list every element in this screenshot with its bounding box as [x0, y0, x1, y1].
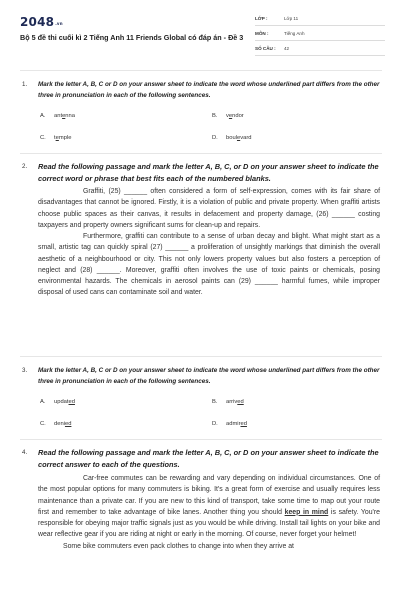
meta-key: SỐ CÂU : — [255, 46, 276, 51]
page-title: Bộ 5 đề thi cuối kì 2 Tiếng Anh 11 Friends Global có đáp án - Đề 3 — [20, 33, 244, 42]
question-prompt: Mark the letter A, B, C or D on your answer sheet to indicate the word whose underlined part differs from the other three in pronunciation in each of the following sentences. — [38, 81, 380, 99]
question-divider — [20, 153, 382, 154]
question-divider — [20, 356, 382, 357]
meta-value: Lớp 11 — [284, 16, 299, 21]
option-b[interactable]: B. arrived — [212, 399, 244, 405]
option-a[interactable]: A. antenna — [40, 113, 75, 119]
option-b[interactable]: B. vendor — [212, 113, 244, 119]
option-c[interactable]: C. temple — [40, 135, 72, 141]
question-number: 3. — [22, 367, 28, 374]
question-number: 4. — [22, 449, 28, 456]
passage-paragraph: Some bike commuters even pack clothes to change into when they arrive at — [63, 542, 294, 550]
site-logo[interactable] — [20, 15, 63, 29]
question-number: 1. — [22, 81, 28, 88]
question-divider — [20, 439, 382, 440]
question-prompt: Mark the letter A, B, C or D on your answer sheet to indicate the word whose underlined part differs from the other three in pronunciation in each of the following sentences. — [38, 367, 380, 385]
reading-passage — [38, 473, 380, 552]
meta-key: MÔN : — [255, 31, 269, 36]
question-prompt: Read the following passage and mark the letter A, B, C, or D on your answer sheet to indicate the correct word or phrase that best fits each of the numbered blanks. — [38, 162, 379, 183]
logo-text: 2048 — [20, 15, 55, 29]
question-prompt: Read the following passage and mark the letter A, B, C, or D on your answer sheet to indicate the correct answer to each of the questions. — [38, 448, 379, 469]
passage-paragraph: Car-free commutes can be rewarding and vary depending on individual circumstances. One of the most popular options for many commuters is biking. It's a great form of exercise and usually requires less maintenance than a private car. If you are new to this kind of transport, take some time to map out your route first and remember to take advantage of bike lanes. Another thing you should keep in mind is safety. You're responsible for obeying major traffic signals just as you would be while driving. Install tail lights on your bike and wear reflective gear if you are riding at night or early in the morning. Of course, never forget your helmet! — [38, 475, 380, 539]
passage-paragraph: Graffiti, (25) ______ often considered a form of self-expression, comes with its fair share of disadvantages that cannot be ignored. Firstly, it is a violation of public and private property. When graffiti artists choose public spaces as their canvas, it results in defacement and property damage, (26) ______ costing taxpayers and property owners significant sums for clean-up and repairs. — [38, 188, 380, 229]
option-a[interactable]: A. updated — [40, 399, 75, 405]
reading-passage — [38, 186, 380, 299]
option-c[interactable]: C. denied — [40, 421, 72, 427]
meta-row-subject — [255, 29, 385, 41]
header-divider — [20, 70, 382, 71]
option-d[interactable]: D. admired — [212, 421, 247, 427]
meta-key: LỚP : — [255, 16, 268, 21]
meta-row-question-count — [255, 44, 385, 56]
meta-value: 42 — [284, 46, 290, 51]
passage-paragraph: Furthermore, graffiti can contribute to a sense of urban decay and blight. What might start as a small, artistic tag can quickly spiral (27) ______ a proliferation of unsightly markings that diminish the overall aesthetic of a neighbourhood or city. This not only lowers property values but also fosters a perception of neglect and (28) ______. Moreover, graffiti often involves the use of toxic paints or chemicals, posing environmental hazards. The chemicals in aerosol paints can (29) ______ harmful fumes, while improper disposal of used cans can contaminate soil and water. — [38, 233, 380, 297]
question-number: 2. — [22, 163, 28, 170]
logo-suffix: .vn — [55, 21, 63, 26]
meta-value: Tiếng Anh — [284, 31, 305, 36]
option-d[interactable]: D. boulevard — [212, 135, 252, 141]
meta-row-class — [255, 14, 385, 26]
highlighted-phrase: keep in mind — [284, 508, 329, 516]
